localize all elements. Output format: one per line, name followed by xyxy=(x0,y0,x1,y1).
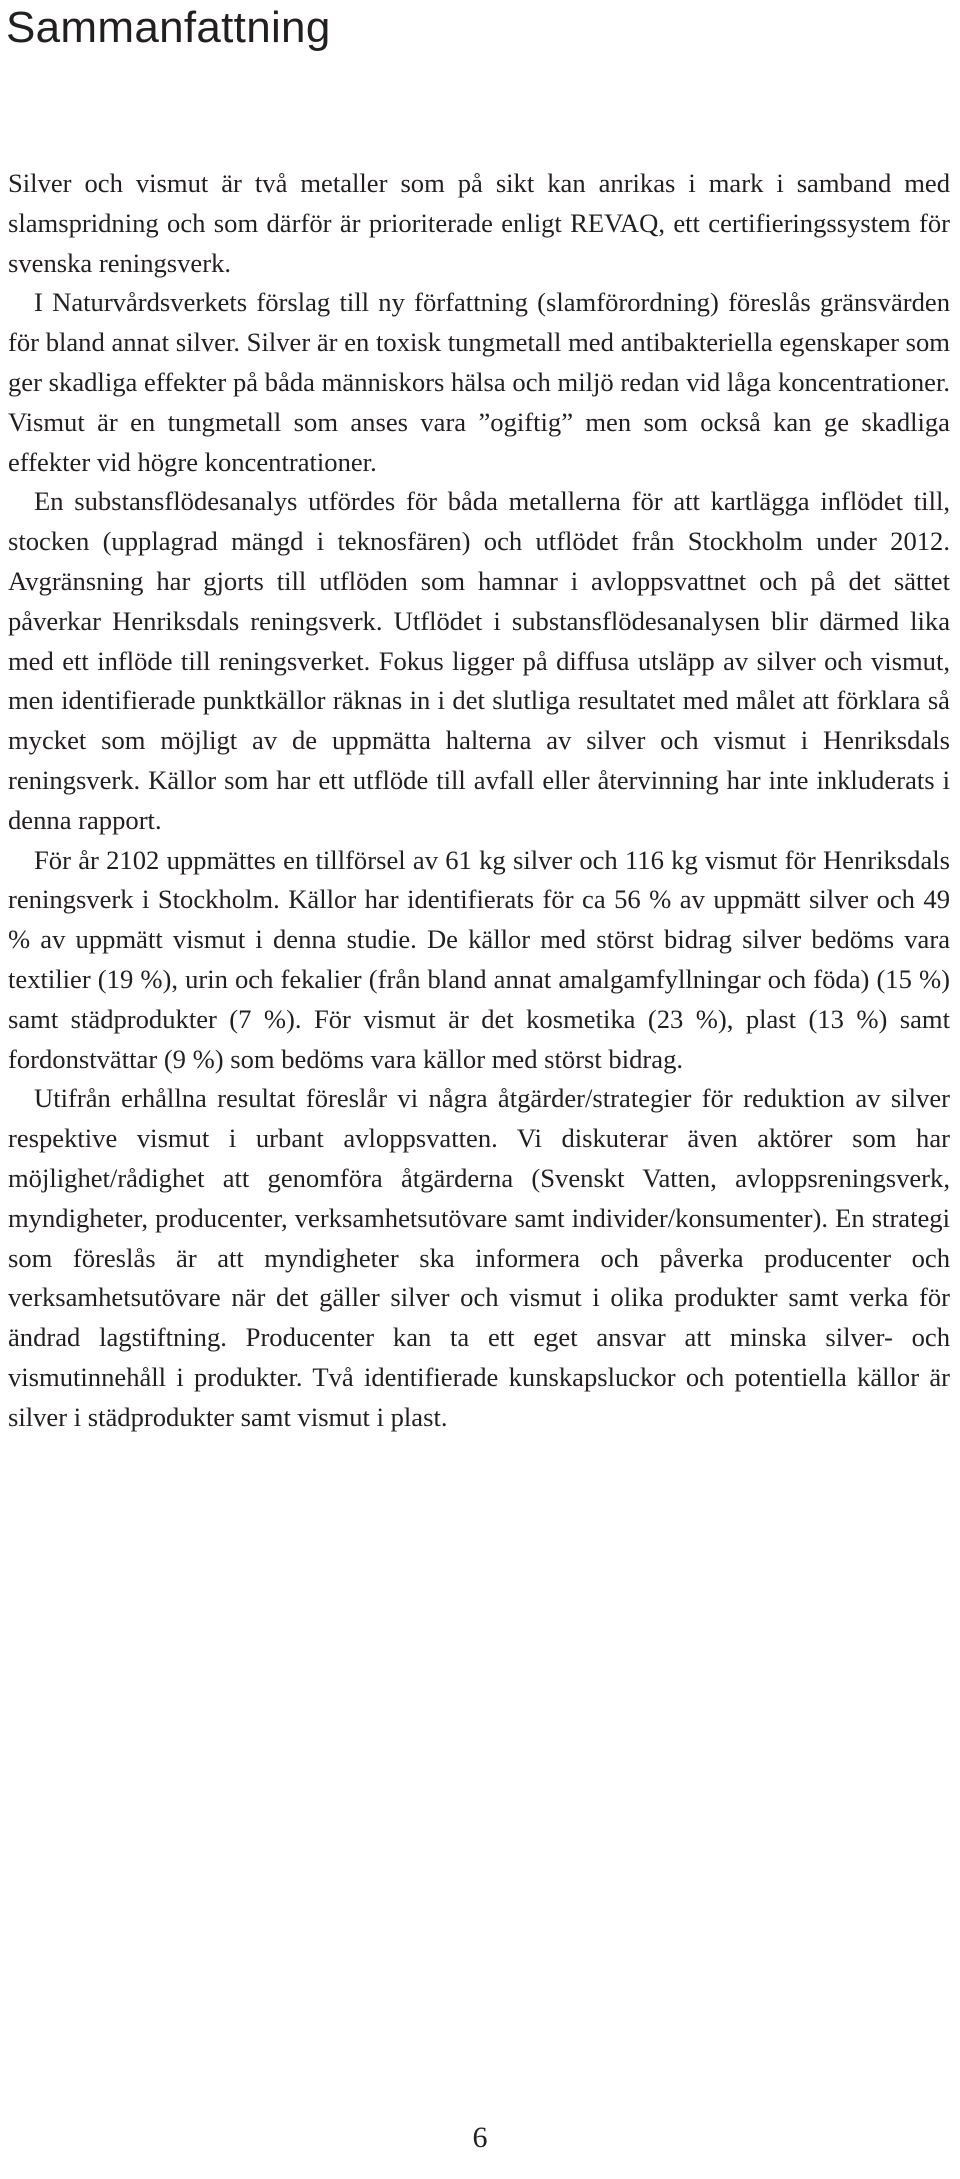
paragraph-intro: Silver och vismut är två metaller som på sikt kan anrikas i mark i samband med slamspridning och som därför är prioriterade enligt REVAQ, ett certifieringssystem för svenska reningsverk. xyxy=(8,168,950,278)
paragraph-results: För år 2102 uppmättes en tillförsel av 61 kg silver och 116 kg vismut för Henriksdals reningsverk i Stockholm. Källor har identifierats för ca 56 % av uppmätt silver och 49 % av uppmätt vismut i denna studie. De källor med störst bidrag silver bedöms vara textilier (19 %), urin och fekalier (från bland annat amalgamfyllningar och föda) (15 %) samt städprodukter (7 %). För vismut är det kosmetika (23 %), plast (13 %) samt fordonstvättar (9 %) som bedöms vara källor med störst bidrag. xyxy=(8,844,950,1074)
summary-body xyxy=(8,164,950,1438)
paragraph-measures: Utifrån erhållna resultat föreslår vi några åtgärder/strategier för reduktion av silver respektive vismut i urbant avloppsvatten. Vi diskuterar även aktörer som har möjlighet/rådighet att genomföra åtgärderna (Svenskt Vatten, avloppsreningsverk, myndigheter, producenter, verksamhetsutövare samt individer/konsumenter). En strategi som föreslås är att myndigheter ska informera och påverka producenter och verksamhetsutövare när det gäller silver och vismut i olika produkter samt verka för ändrad lagstiftning. Producenter kan ta ett eget ansvar att minska silver- och vismutinnehåll i produkter. Två identifierade kunskapsluckor och potentiella källor är silver i städprodukter samt vismut i plast. xyxy=(8,1083,950,1432)
paragraph-regulation: I Naturvårdsverkets förslag till ny författning (slamförordning) föreslås gränsvärden för bland annat silver. Silver är en toxisk tungmetall med antibakteriella egenskaper som ger skadliga effekter på båda människors hälsa och miljö redan vid låga koncentrationer. Vismut är en tungmetall som anses vara ”ogiftig” men som också kan ge skadliga effekter vid högre koncentrationer. xyxy=(8,287,950,477)
page-heading: Sammanfattning xyxy=(6,3,331,52)
page-number: 6 xyxy=(472,2121,488,2154)
paragraph-substance-flow-analysis: En substansflödesanalys utfördes för båda metallerna för att kartlägga inflödet till, stocken (upplagrad mängd i teknosfären) och utflödet från Stockholm under 2012. Avgränsning har gjorts till utflöden som hamnar i avloppsvattnet och på det sättet påverkar Henriksdals reningsverk. Utflödet i substansflödesanalysen blir därmed lika med ett inflöde till reningsverket. Fokus ligger på diffusa utsläpp av silver och vismut, men identifierade punktkällor räknas in i det slutliga resultatet med målet att förklara så mycket som möjligt av de uppmätta halterna av silver och vismut i Henriksdals reningsverk. Källor som har ett utflöde till avfall eller återvinning har inte inkluderats i denna rapport. xyxy=(8,486,950,835)
